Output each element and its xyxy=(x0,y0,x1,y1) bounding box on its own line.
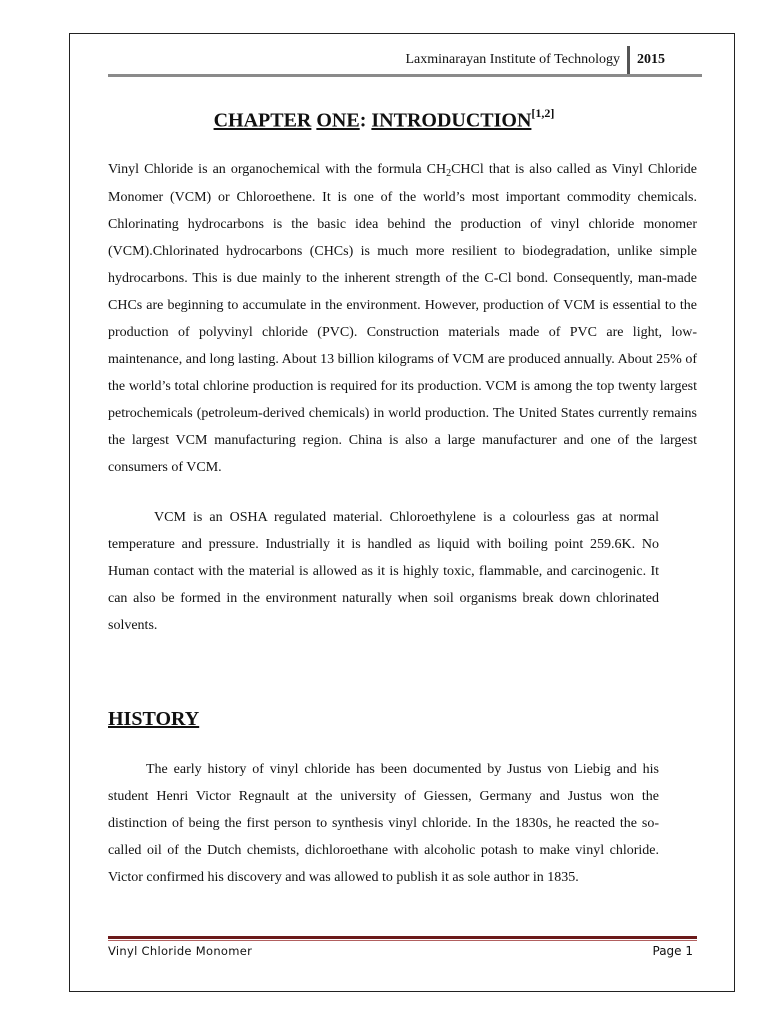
history-heading: HISTORY xyxy=(108,708,200,730)
formula-subscript: 2 xyxy=(446,168,452,179)
footer-document-title: Vinyl Chloride Monomer xyxy=(108,944,253,958)
intro-p1-part2: CHCl that is also called as Vinyl Chloride Monomer (VCM) or Chloroethene. It is one of the world’s most important commodity chemicals. Chlorinating hydrocarbons is the basic idea behind the production of vinyl chloride monomer (VCM).Chlorinated hydrocarbons (CHCs) is much more resilient to biodegradation, unlike simple hydrocarbons. This is due mainly to the inherent strength of the C-Cl bond. Consequently, man-made CHCs are beginning to accumulate in the environment. However, production of VCM is essential to the production of polyvinyl chloride (PVC). Construction materials made of PVC are light, low-maintenance, and long lasting. About 13 billion kilograms of VCM are produced annually. About 25% of the world’s total chlorine production is required for its production. VCM is among the top twenty largest petrochemicals (petroleum-derived chemicals) in world production. The United States currently remains the largest VCM manufacturing region. China is also a large manufacturer and one of the largest consumers of VCM. xyxy=(108,162,698,475)
header-separator xyxy=(627,46,630,76)
chapter-number: ONE xyxy=(316,109,360,132)
intro-p1-part1: Vinyl Chloride is an organochemical with the formula CH xyxy=(108,162,447,177)
intro-paragraph-1 xyxy=(108,156,697,481)
history-paragraph: The early history of vinyl chloride has been documented by Justus von Liebig and his student Henri Victor Regnault at the university of Giessen, Germany and Justus won the distinction of being the first person to synthesis vinyl chloride. In the 1830s, he reacted the so-called oil of the Dutch chemists, dichloroethane with alcoholic potash to make vinyl chloride. Victor confirmed his discovery and was allowed to publish it as sole author in 1835. xyxy=(108,762,659,885)
header-institute: Laxminarayan Institute of Technology xyxy=(405,52,620,67)
footer-rule-thin xyxy=(108,940,697,941)
chapter-colon: : xyxy=(359,109,367,132)
chapter-citation: [1,2] xyxy=(531,106,555,120)
footer-rule xyxy=(108,936,697,939)
chapter-title xyxy=(0,108,768,133)
header-year: 2015 xyxy=(637,52,665,67)
footer-page-number: Page 1 xyxy=(652,944,693,958)
intro-paragraph-2: VCM is an OSHA regulated material. Chloroethylene is a colourless gas at normal temperature and pressure. Industrially it is handled as liquid with boiling point 259.6K. No Human contact with the material is allowed as it is highly toxic, flammable, and carcinogenic. It can also be formed in the environment naturally when soil organisms break down chlorinated solvents. xyxy=(108,510,659,633)
chapter-word: CHAPTER xyxy=(213,109,312,132)
header-rule xyxy=(108,74,702,77)
chapter-name: INTRODUCTION xyxy=(371,109,532,132)
